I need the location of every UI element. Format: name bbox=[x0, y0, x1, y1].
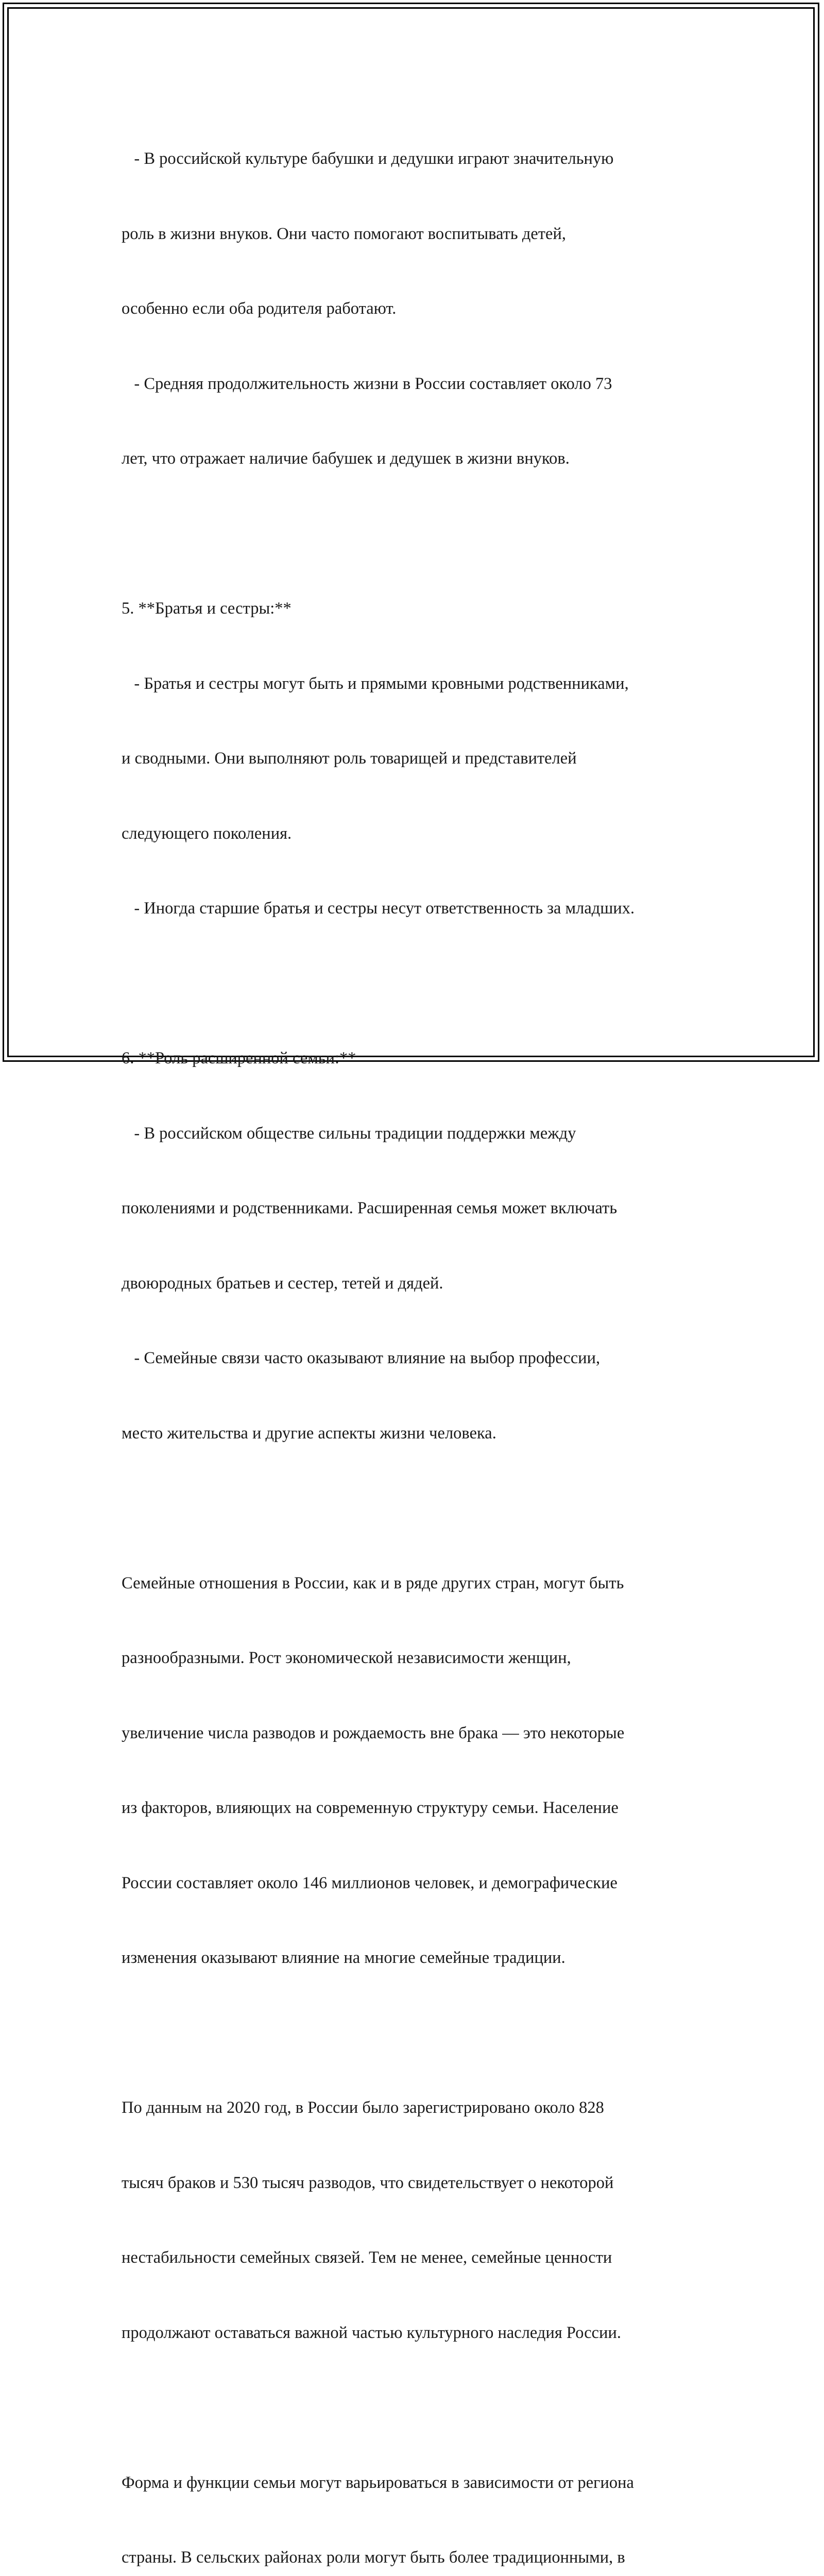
text-line: - В российской культуре бабушки и дедушки играют значительную bbox=[122, 149, 614, 168]
text-line: страны. В сельских районах роли могут быть более традиционными, в bbox=[122, 2548, 625, 2567]
text-line: следующего поколения. bbox=[122, 824, 292, 843]
text-line: продолжают оставаться важной частью культурного наследия России. bbox=[122, 2323, 622, 2342]
text-line: - В российском обществе сильны традиции поддержки между bbox=[122, 1124, 576, 1143]
text-line: двоюродных братьев и сестер, тетей и дядей. bbox=[122, 1274, 443, 1293]
text-line: нестабильности семейных связей. Тем не менее, семейные ценности bbox=[122, 2248, 612, 2267]
text-line: роль в жизни внуков. Они часто помогают воспитывать детей, bbox=[122, 224, 566, 243]
section-heading: 5. **Братья и сестры:** bbox=[122, 599, 291, 618]
text-line: - Семейные связи часто оказывают влияние на выбор профессии, bbox=[122, 1349, 600, 1367]
text-line: и сводными. Они выполняют роль товарищей и представителей bbox=[122, 749, 577, 768]
text-line: особенно если оба родителя работают. bbox=[122, 299, 397, 318]
text-line: Семейные отношения в России, как и в ряде других стран, могут быть bbox=[122, 1573, 624, 1592]
text-line: - Средняя продолжительность жизни в России составляет около 73 bbox=[122, 374, 612, 393]
text-line: - Братья и сестры могут быть и прямыми кровными родственниками, bbox=[122, 674, 629, 693]
blank-line bbox=[122, 971, 740, 996]
blank-line bbox=[122, 1496, 740, 1521]
text-line: из факторов, влияющих на современную структуру семьи. Население bbox=[122, 1799, 619, 1817]
document-body bbox=[122, 96, 740, 2576]
text-line: изменения оказывают влияние на многие семейные традиции. bbox=[122, 1948, 565, 1967]
text-line: России составляет около 146 миллионов человек, и демографические bbox=[122, 1873, 617, 1892]
text-line: По данным на 2020 год, в России было зарегистрировано около 828 bbox=[122, 2098, 604, 2117]
text-line: лет, что отражает наличие бабушек и дедушек в жизни внуков. bbox=[122, 449, 570, 468]
blank-line bbox=[122, 2395, 740, 2420]
text-line: тысяч браков и 530 тысяч разводов, что свидетельствует о некоторой bbox=[122, 2173, 614, 2192]
section-heading: 6. **Роль расширенной семьи:** bbox=[122, 1049, 356, 1067]
blank-line bbox=[122, 521, 740, 547]
text-line: Форма и функции семьи могут варьироваться в зависимости от региона bbox=[122, 2473, 634, 2492]
text-line: увеличение числа разводов и рождаемость вне брака — это некоторые bbox=[122, 1723, 625, 1742]
text-line: - Иногда старшие братья и сестры несут ответственность за младших. bbox=[122, 899, 635, 918]
text-line: поколениями и родственниками. Расширенная семья может включать bbox=[122, 1199, 617, 1217]
text-line: место жительства и другие аспекты жизни человека. bbox=[122, 1423, 496, 1443]
text-line: разнообразными. Рост экономической независимости женщин, bbox=[122, 1649, 571, 1667]
blank-line bbox=[122, 2021, 740, 2046]
